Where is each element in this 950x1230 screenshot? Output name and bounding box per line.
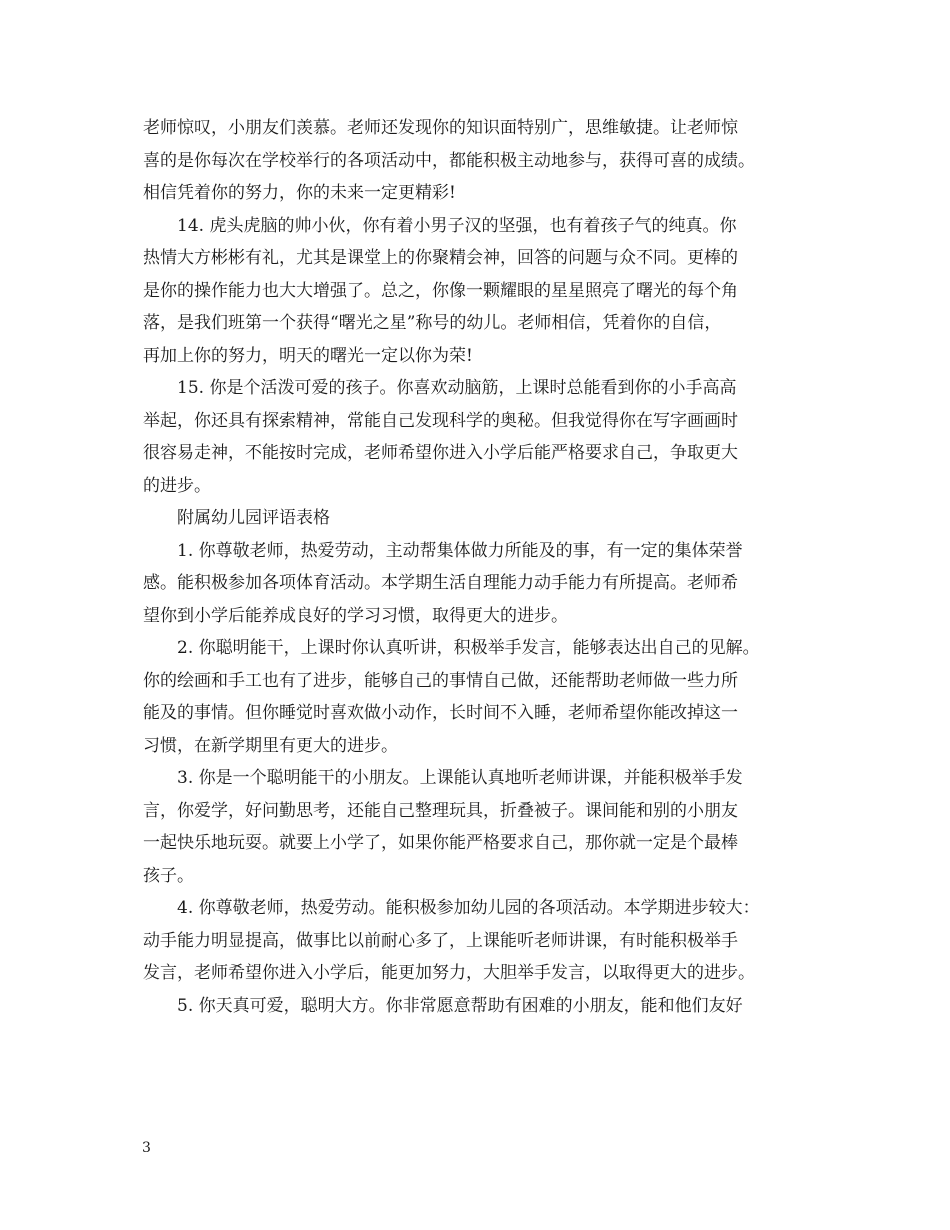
text-line: 老师惊叹，小朋友们羡慕。老师还发现你的知识面特别广，思维敏捷。让老师惊 (143, 118, 738, 138)
text-line: 5. 你天真可爱，聪明大方。你非常愿意帮助有困难的小朋友，能和他们友好 (177, 995, 743, 1016)
text-line: 2. 你聪明能干，上课时你认真听讲，积极举手发言，能够表达出自己的见解。 (177, 638, 760, 658)
text-line: 很容易走神，不能按时完成，老师希望你进入小学后能严格要求自己，争取更大 (143, 443, 738, 463)
text-line: 14. 虎头虎脑的帅小伙，你有着小男子汉的坚强，也有着孩子气的纯真。你 (177, 215, 737, 236)
text-line: 举起，你还具有探索精神，常能自己发现科学的奥秘。但我觉得你在写字画画时 (143, 410, 738, 431)
text-line: 望你到小学后能养成良好的学习习惯，取得更大的进步。 (143, 605, 568, 626)
text-line: 是你的操作能力也大大增强了。总之，你像一颗耀眼的星星照亮了曙光的每个角 (143, 280, 738, 301)
text-line: 言，你爱学，好问勤思考，还能自己整理玩具，折叠被子。课间能和别的小朋友 (143, 800, 738, 821)
text-line: 一起快乐地玩耍。就要上小学了，如果你能严格要求自己，那你就一定是个最棒 (143, 833, 738, 853)
text-line: 落，是我们班第一个获得“曙光之星”称号的幼儿。老师相信，凭着你的自信， (143, 313, 722, 333)
text-line: 习惯，在新学期里有更大的进步。 (143, 735, 398, 756)
text-line: 1. 你尊敬老师，热爱劳动，主动帮集体做力所能及的事，有一定的集体荣誉 (177, 540, 743, 561)
text-line: 喜的是你每次在学校举行的各项活动中，都能积极主动地参与，获得可喜的成绩。 (143, 150, 755, 171)
text-line: 再加上你的努力，明天的曙光一定以你为荣! (143, 345, 473, 366)
text-line: 3. 你是一个聪明能干的小朋友。上课能认真地听老师讲课，并能积极举手发 (177, 768, 743, 788)
text-line: 你的绘画和手工也有了进步，能够自己的事情自己做，还能帮助老师做一些力所 (143, 670, 738, 691)
text-line: 孩子。 (143, 865, 194, 886)
text-line: 动手能力明显提高，做事比以前耐心多了，上课能听老师讲课，有时能积极举手 (143, 930, 738, 951)
text-line: 发言，老师希望你进入小学后，能更加努力，大胆举手发言，以取得更大的进步。 (143, 963, 755, 983)
document-body (143, 112, 825, 1022)
text-line: 热情大方彬彬有礼，尤其是课堂上的你聚精会神，回答的问题与众不同。更棒的 (143, 248, 738, 268)
text-line: 附属幼儿园评语表格 (177, 508, 330, 528)
text-line: 15. 你是个活泼可爱的孩子。你喜欢动脑筋，上课时总能看到你的小手高高 (177, 378, 737, 398)
text-line: 的进步。 (143, 475, 211, 496)
text-line: 4. 你尊敬老师，热爱劳动。能积极参加幼儿园的各项活动。本学期进步较大： (177, 898, 760, 918)
text-line: 相信凭着你的努力，你的未来一定更精彩! (143, 183, 456, 203)
text-line: 能及的事情。但你睡觉时喜欢做小动作，长时间不入睡，老师希望你能改掉这一 (143, 703, 738, 723)
page-number: 3 (142, 1140, 151, 1156)
text-line: 感。能积极参加各项体育活动。本学期生活自理能力动手能力有所提高。老师希 (143, 573, 738, 593)
